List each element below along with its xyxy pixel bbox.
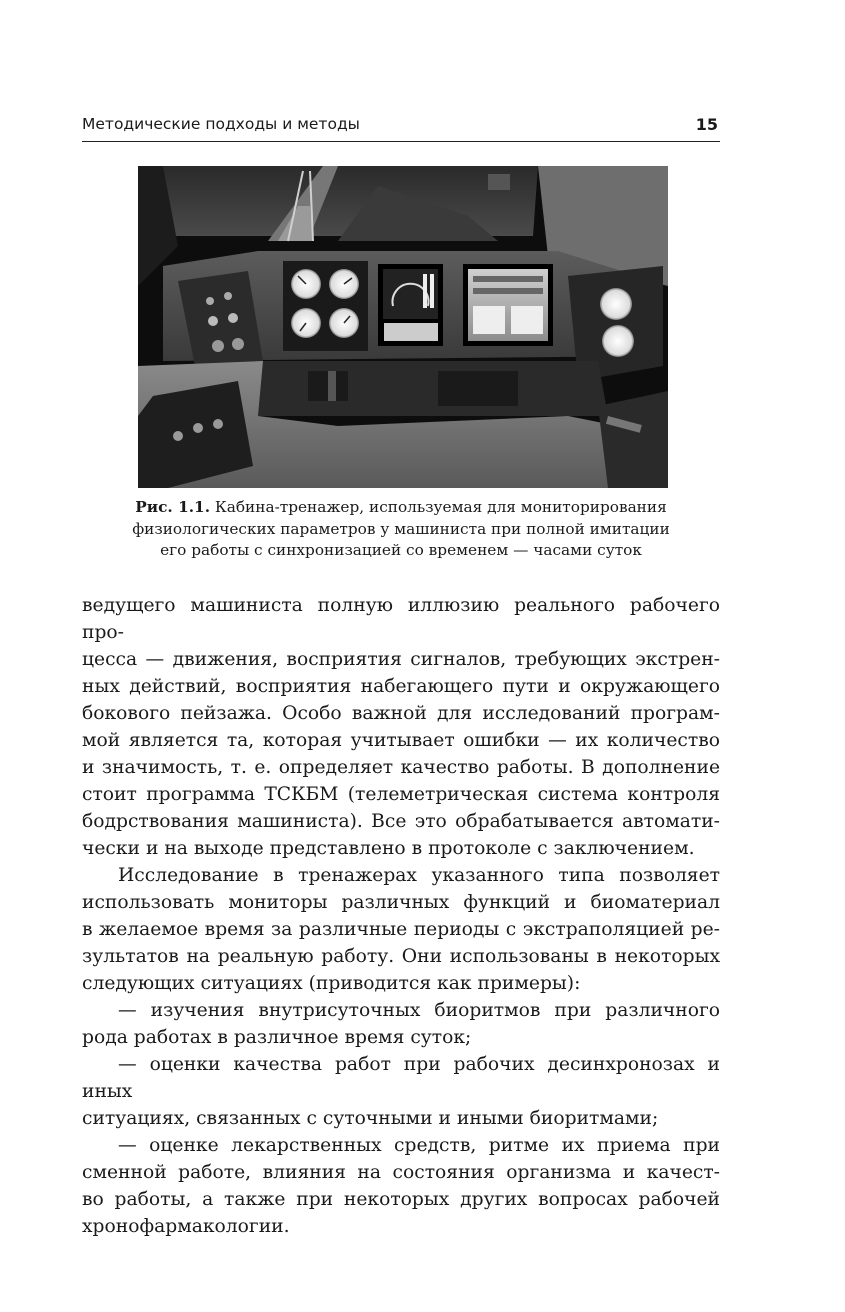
running-header-title: Методические подходы и методы: [82, 115, 360, 133]
text-line: и значимость, т. е. определяет качество работы. В дополнение: [82, 757, 720, 778]
header-rule: [82, 141, 720, 142]
text-line: ведущего машиниста полную иллюзию реального рабочего про-: [82, 595, 720, 643]
running-header: [82, 113, 720, 139]
figure-caption: [82, 497, 720, 562]
text-line: бокового пейзажа. Особо важной для исследований програм-: [82, 703, 720, 724]
text-line: — оценке лекарственных средств, ритме их приема при: [118, 1135, 720, 1156]
text-line: рода работах в различное время суток;: [82, 1027, 472, 1048]
page-number: 15: [695, 115, 718, 134]
text-line: мой является та, которая учитывает ошибки — их количество: [82, 730, 720, 751]
figure-cab-simulator-photo: [138, 166, 668, 488]
text-line: в желаемое время за различные периоды с экстраполяцией ре-: [82, 919, 720, 940]
text-line: Исследование в тренажерах указанного типа позволяет: [118, 865, 720, 886]
text-line: цесса — движения, восприятия сигналов, требующих экстрен-: [82, 649, 720, 670]
caption-label: Рис. 1.1.: [135, 498, 211, 516]
text-line: зультатов на реальную работу. Они использованы в некоторых: [82, 946, 720, 967]
text-line: во работы, а также при некоторых других вопросах рабочей: [82, 1189, 720, 1210]
text-line: использовать мониторы различных функций и биоматериал: [82, 892, 720, 913]
body-text: [82, 592, 720, 1240]
caption-line-2: физиологических параметров у машиниста при полной имитации: [132, 519, 670, 538]
text-line: сменной работе, влияния на состояния организма и качест-: [82, 1162, 720, 1183]
text-line: ситуациях, связанных с суточными и иными биоритмами;: [82, 1108, 659, 1129]
text-line: следующих ситуациях (приводится как примеры):: [82, 973, 581, 994]
caption-line-1: [82, 497, 720, 519]
text-line: чески и на выходе представлено в протоколе с заключением.: [82, 838, 695, 859]
text-line: — оценки качества работ при рабочих десинхронозах и иных: [82, 1054, 720, 1102]
text-line: ных действий, восприятия набегающего пути и окружающего: [82, 676, 720, 697]
text-line: стоит программа ТСКБМ (телеметрическая система контроля: [82, 784, 720, 805]
text-line: хронофармакологии.: [82, 1216, 290, 1237]
caption-line-3: его работы с синхронизацией со временем — часами суток: [160, 541, 642, 559]
cab-simulator-illustration: [138, 166, 668, 488]
caption-text: Кабина-тренажер, используемая для мониторирования: [210, 498, 667, 516]
text-line: — изучения внутрисуточных биоритмов при различного: [118, 1000, 720, 1021]
text-line: бодрствования машиниста). Все это обрабатывается автомати-: [82, 811, 720, 832]
